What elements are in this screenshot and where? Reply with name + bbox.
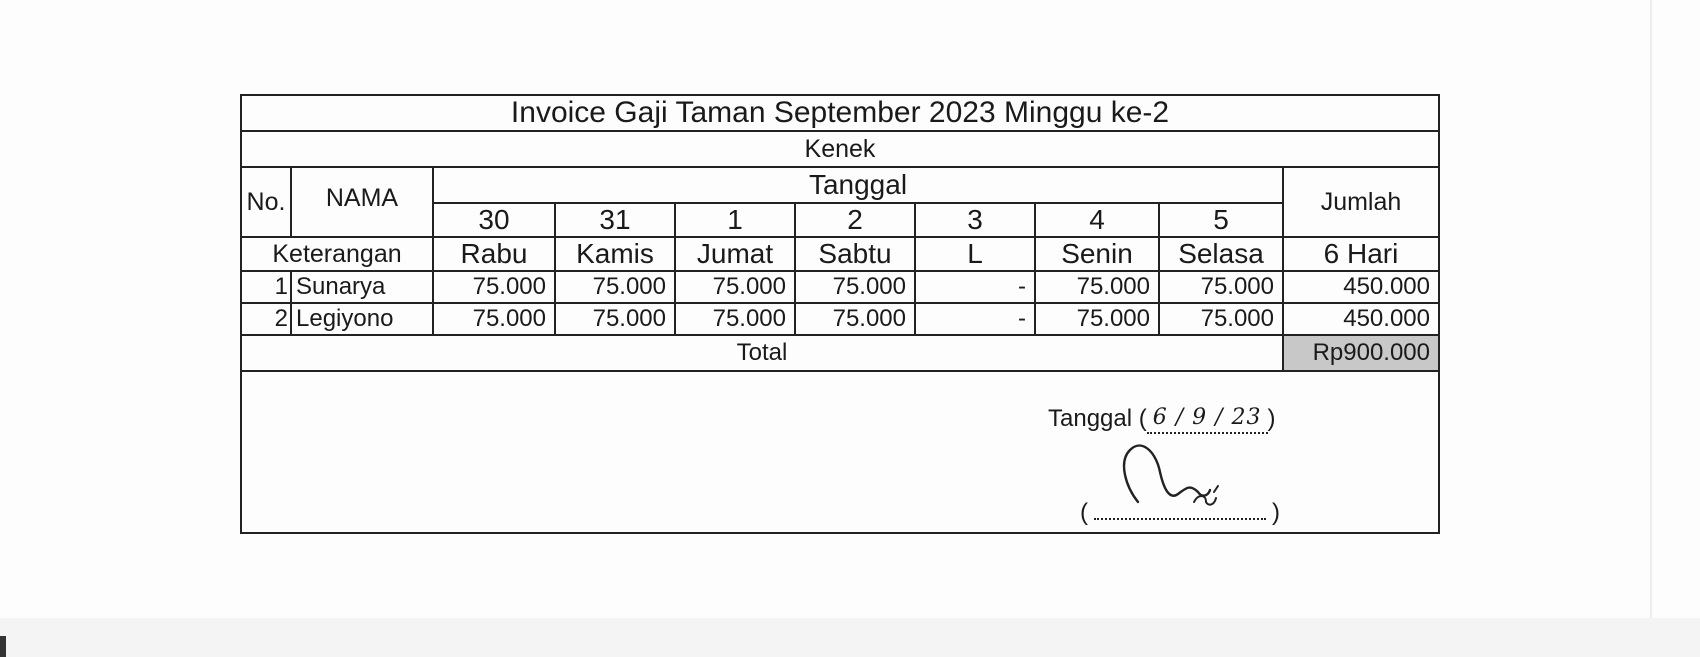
header-tanggal: Tanggal xyxy=(808,169,908,200)
total-label: Total xyxy=(736,339,788,366)
row-value: 75.000 xyxy=(1076,305,1150,332)
row-no: 1 xyxy=(274,273,288,300)
date-cell: 3 xyxy=(967,204,983,235)
scan-corner-mark xyxy=(0,636,6,657)
row-value: 75.000 xyxy=(592,273,666,300)
day-cell: Senin xyxy=(1061,238,1133,269)
date-cell: 31 xyxy=(599,204,631,235)
date-cell: 2 xyxy=(847,204,863,235)
row-value: 75.000 xyxy=(712,273,786,300)
header-nama: NAMA xyxy=(325,183,399,212)
signature-open-paren: ( xyxy=(1080,499,1088,526)
date-cell: 4 xyxy=(1089,204,1105,235)
signature-close-paren: ) xyxy=(1272,499,1280,526)
keterangan-label: Keterangan xyxy=(272,239,402,268)
scan-edge xyxy=(1650,0,1652,657)
row-value: 75.000 xyxy=(1200,273,1274,300)
scan-shadow xyxy=(0,618,1700,657)
row-value: 75.000 xyxy=(1200,305,1274,332)
day-cell: Selasa xyxy=(1178,238,1264,269)
row-value: - xyxy=(1018,305,1026,332)
header-no: No. xyxy=(246,187,286,216)
invoice-subtitle: Kenek xyxy=(804,134,876,163)
signature-date-close: ) xyxy=(1267,405,1276,432)
grid-line xyxy=(242,370,1438,372)
date-cell: 5 xyxy=(1213,204,1229,235)
row-value: 75.000 xyxy=(832,273,906,300)
date-cell: 1 xyxy=(727,204,743,235)
header-jumlah: Jumlah xyxy=(1320,187,1402,216)
day-cell: Sabtu xyxy=(818,238,892,269)
row-jumlah: 450.000 xyxy=(1343,305,1430,332)
row-no: 2 xyxy=(274,305,288,332)
row-value: 75.000 xyxy=(832,305,906,332)
invoice-sheet xyxy=(240,94,1440,534)
total-value: Rp900.000 xyxy=(1284,336,1438,370)
jumlah-days: 6 Hari xyxy=(1323,238,1399,269)
day-cell: Rabu xyxy=(460,238,528,269)
row-nama: Sunarya xyxy=(296,273,386,300)
signature-date xyxy=(1048,402,1276,436)
day-cell: Kamis xyxy=(576,238,654,269)
date-cell: 30 xyxy=(478,204,510,235)
signature-dotted-line xyxy=(1094,506,1266,520)
row-value: 75.000 xyxy=(472,273,546,300)
signature-line xyxy=(1080,498,1280,528)
signature-date-label: Tanggal ( xyxy=(1048,405,1147,432)
row-value: 75.000 xyxy=(472,305,546,332)
row-value: 75.000 xyxy=(712,305,786,332)
invoice-title: Invoice Gaji Taman September 2023 Minggu ke-2 xyxy=(510,96,1170,129)
row-value: 75.000 xyxy=(1076,273,1150,300)
row-value: 75.000 xyxy=(592,305,666,332)
day-cell: L xyxy=(967,238,983,269)
day-cell: Jumat xyxy=(696,238,774,269)
row-jumlah: 450.000 xyxy=(1343,273,1430,300)
row-value: - xyxy=(1018,273,1026,300)
row-nama: Legiyono xyxy=(296,305,394,332)
signature-date-value: 6 / 9 / 23 xyxy=(1147,405,1268,434)
